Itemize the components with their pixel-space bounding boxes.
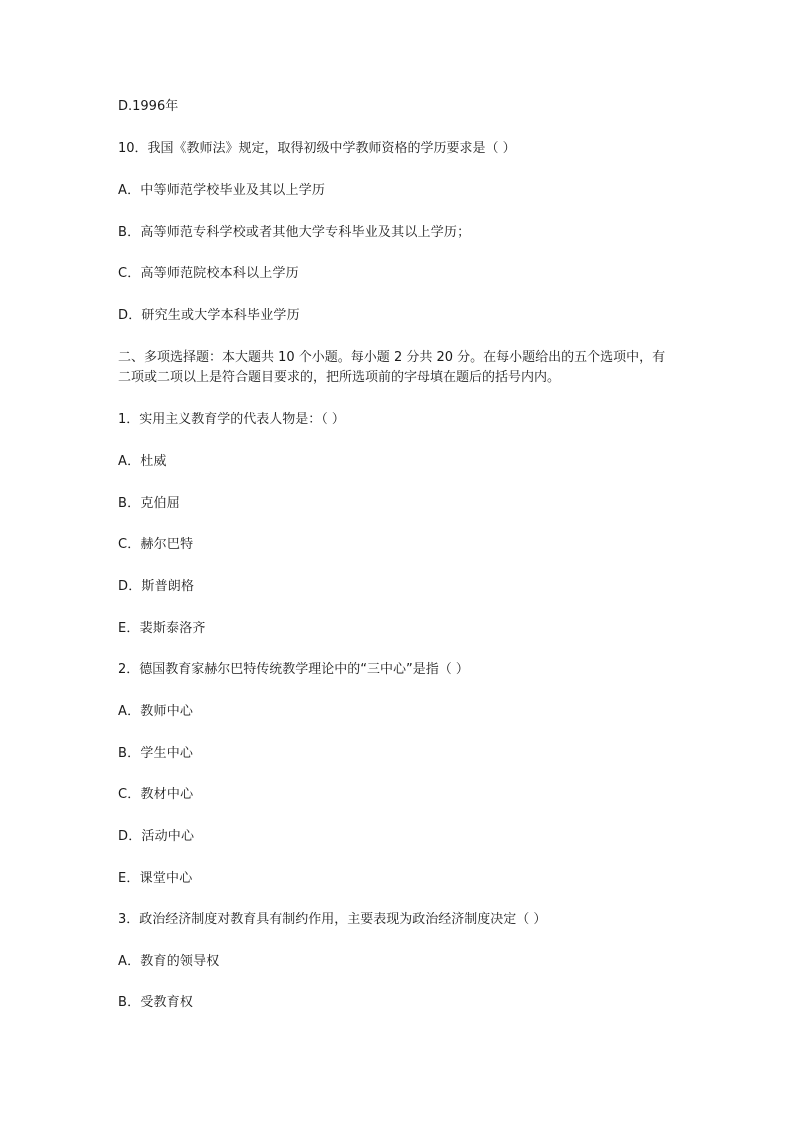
question-2-option-d: D．活动中心 <box>118 829 195 844</box>
question-3-option-b: B．受教育权 <box>118 995 194 1010</box>
question-10-option-b: B．高等师范专科学校或者其他大学专科毕业及其以上学历； <box>118 225 471 240</box>
option-d-prev-question: D.1996年 <box>118 99 179 114</box>
question-10-option-c: C．高等师范院校本科以上学历 <box>118 266 299 281</box>
question-2-option-c: C．教材中心 <box>118 787 194 802</box>
section-2-heading: 二、多项选择题：本大题共 10 个小题。每小题 2 分共 20 分。在每小题给出的五个选项中，有二项或二项以上是符合题目要求的，把所选项前的字母填在题后的括号内内。 <box>118 350 666 385</box>
question-2-option-b: B．学生中心 <box>118 746 194 761</box>
question-1-option-c: C．赫尔巴特 <box>118 537 194 552</box>
question-1-option-d: D．斯普朗格 <box>118 579 195 594</box>
document-page <box>118 0 678 1123</box>
question-2-option-e: E．课堂中心 <box>118 871 193 886</box>
question-10-option-a: A．中等师范学校毕业及其以上学历 <box>118 183 326 198</box>
question-3-option-a: A．教育的领导权 <box>118 954 220 969</box>
question-3-text: 3．政治经济制度对教育具有制约作用，主要表现为政治经济制度决定（ ） <box>118 912 547 927</box>
question-2-option-a: A．教师中心 <box>118 704 194 719</box>
question-2-text: 2．德国教育家赫尔巴特传统教学理论中的“三中心”是指（ ） <box>118 662 469 677</box>
question-1-text: 1．实用主义教育学的代表人物是：（ ） <box>118 412 345 427</box>
question-10-option-d: D．研究生或大学本科毕业学历 <box>118 308 300 323</box>
question-10-text: 10．我国《教师法》规定，取得初级中学教师资格的学历要求是（ ） <box>118 141 516 156</box>
question-1-option-e: E．裴斯泰洛齐 <box>118 621 206 636</box>
question-1-option-b: B．克伯屈 <box>118 496 180 511</box>
question-1-option-a: A．杜威 <box>118 454 167 469</box>
